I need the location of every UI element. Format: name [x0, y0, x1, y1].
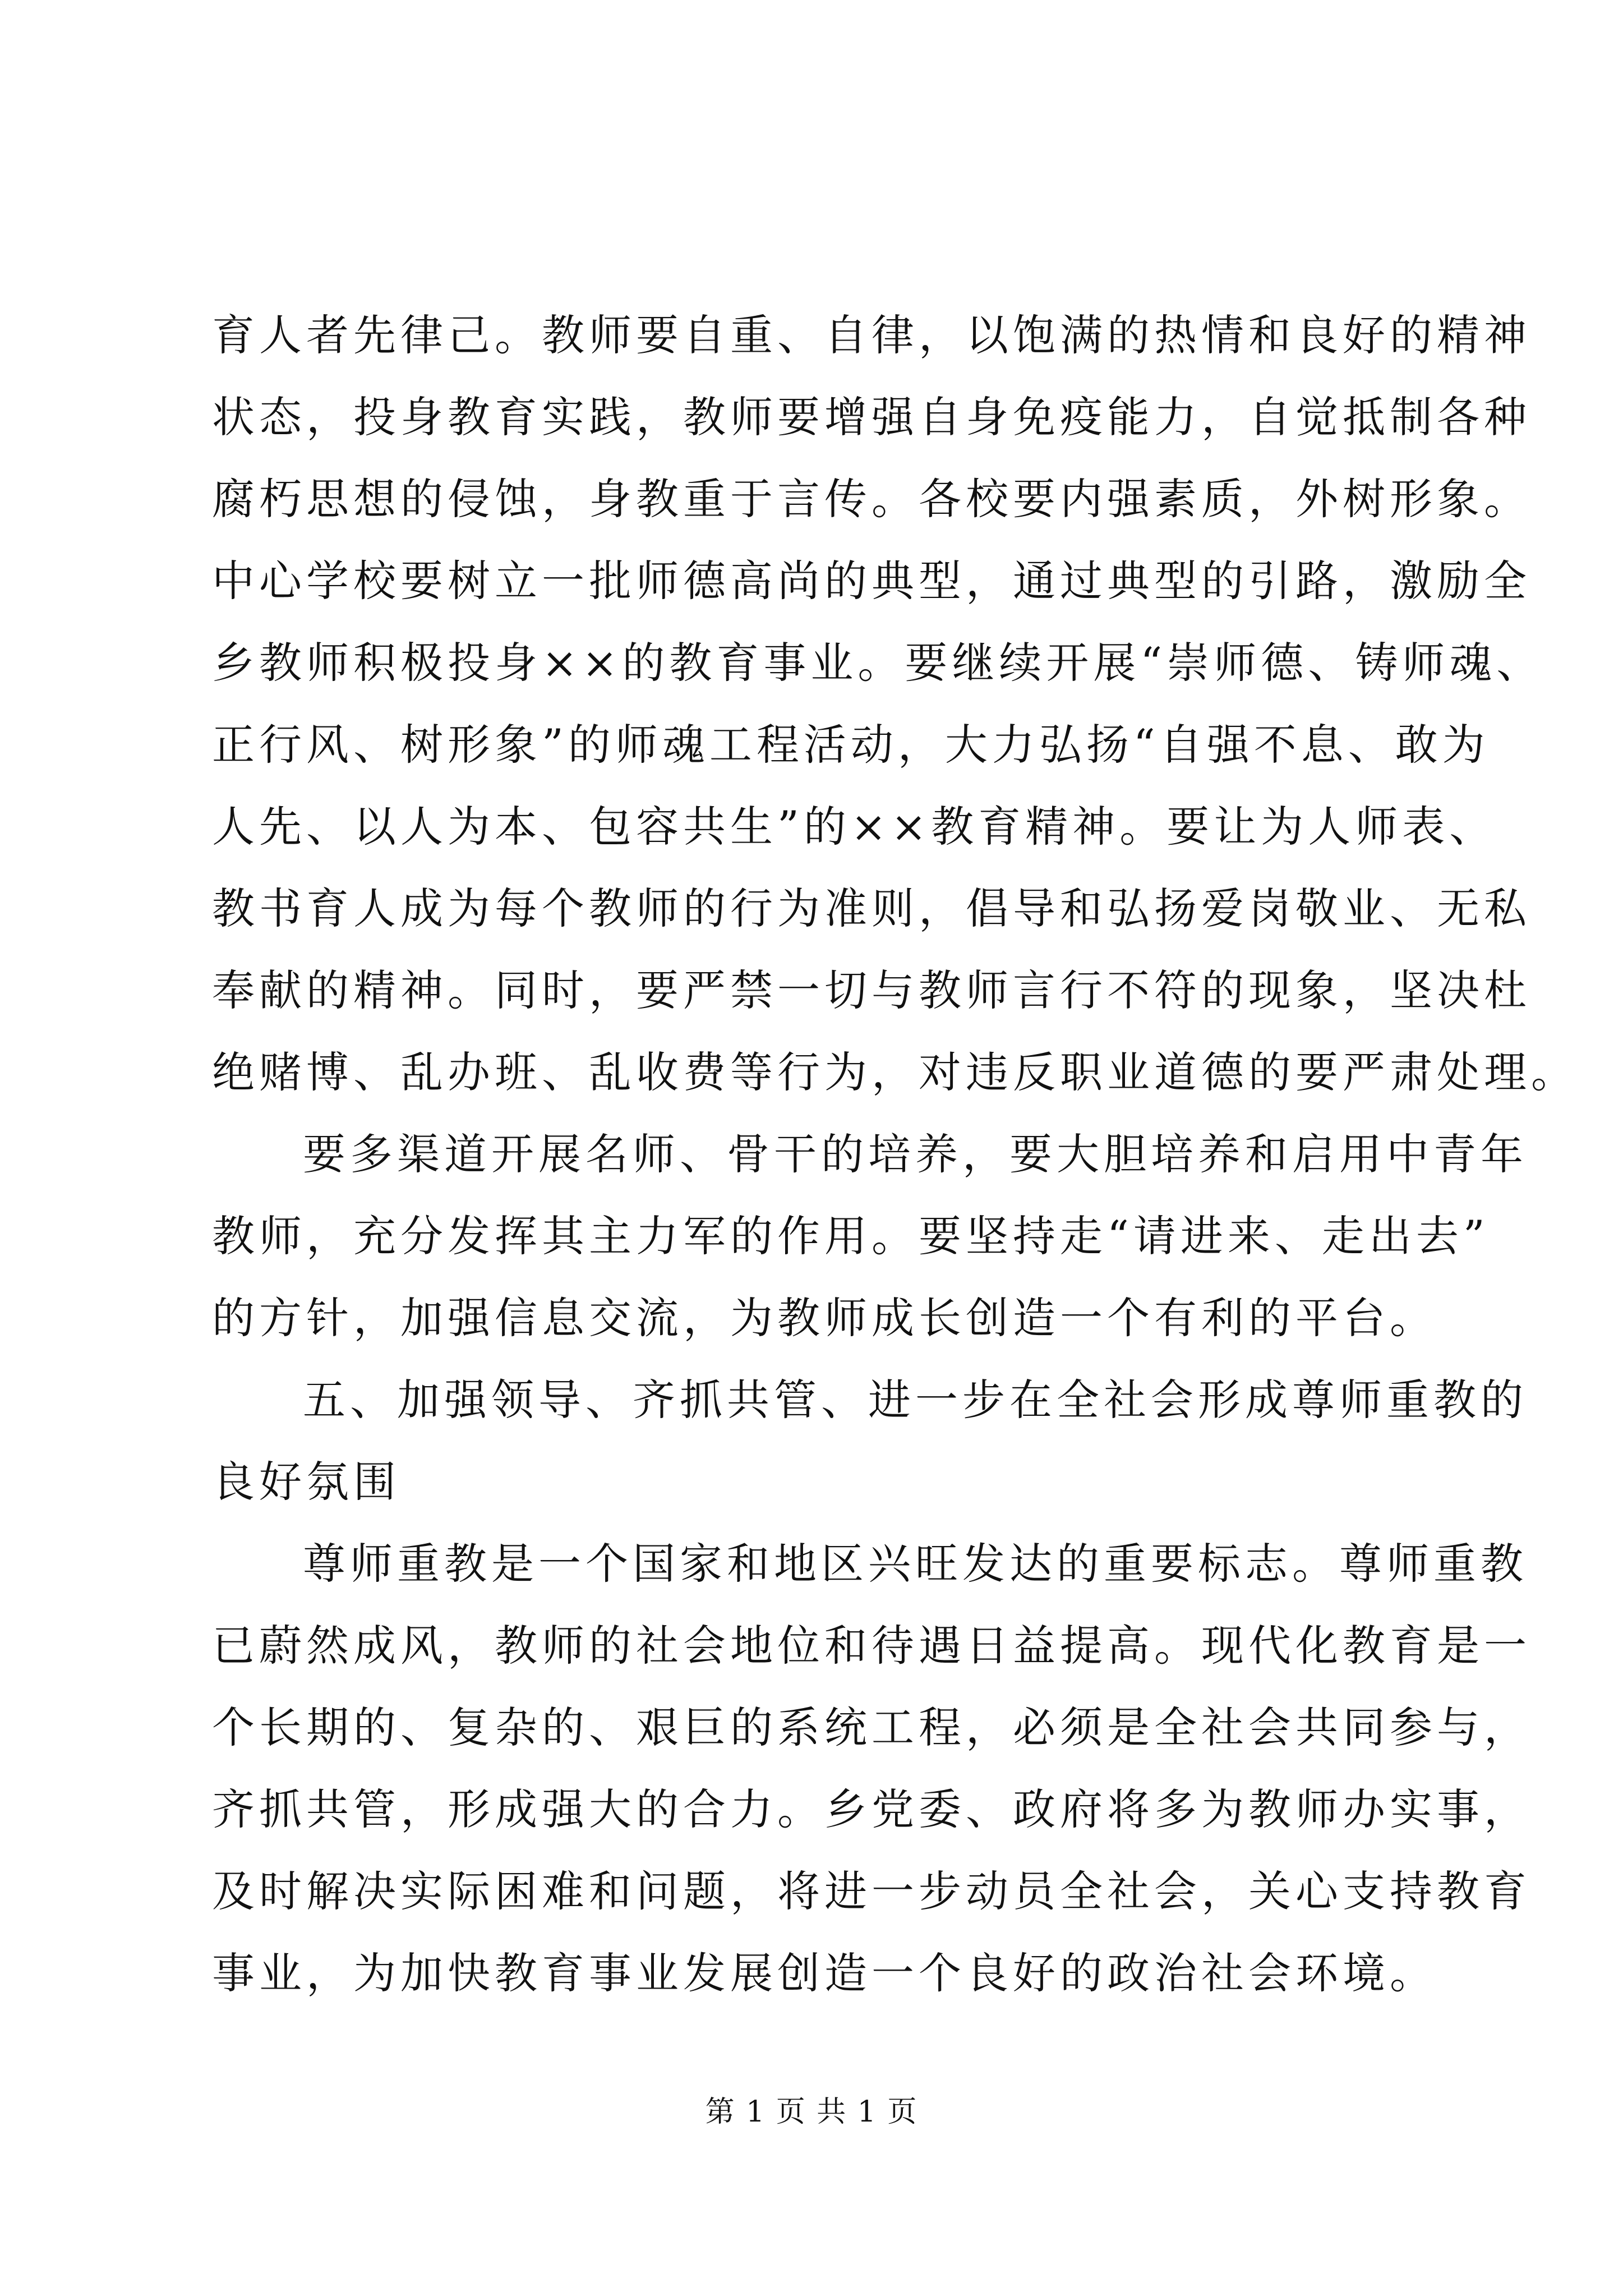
text-line: 尊师重教是一个国家和地区兴旺发达的重要标志。尊师重教 [303, 1539, 1528, 1589]
document-body [212, 295, 1578, 2014]
text-line: 个长期的、复杂的、艰巨的系统工程，必须是全社会共同参与， [212, 1703, 1531, 1752]
text-line: 奉献的精神。同时，要严禁一切与教师言行不符的现象，坚决杜 [212, 965, 1531, 1015]
text-line: 人先、以人为本、包容共生”的××教育精神。要让为人师表、 [212, 802, 1497, 852]
text-line: 教师，充分发挥其主力军的作用。要坚持走“请进来、走出去” [212, 1211, 1490, 1261]
text-line: 已蔚然成风，教师的社会地位和待遇日益提高。现代化教育是一 [212, 1621, 1531, 1671]
text-line: 教书育人成为每个教师的行为准则，倡导和弘扬爱岗敬业、无私 [212, 884, 1531, 933]
text-line: 正行风、树形象”的师魂工程活动，大力弘扬“自强不息、敢为 [212, 720, 1490, 770]
text-line: 及时解决实际困难和问题，将进一步动员全社会，关心支持教育 [212, 1866, 1531, 1916]
text-line: 状态，投身教育实践，教师要增强自身免疫能力，自觉抵制各种 [212, 392, 1531, 442]
page-footer: 第 1 页 共 1 页 [705, 2095, 918, 2129]
text-line: 齐抓共管，形成强大的合力。乡党委、政府将多为教师办实事， [212, 1784, 1531, 1834]
text-line: 乡教师积极投身××的教育事业。要继续开展“崇师德、铸师魂、 [212, 638, 1544, 688]
text-line: 要多渠道开展名师、骨干的培养，要大胆培养和启用中青年 [303, 1129, 1528, 1179]
text-line: 中心学校要树立一批师德高尚的典型，通过典型的引路，激励全 [212, 556, 1531, 606]
text-line: 腐朽思想的侵蚀，身教重于言传。各校要内强素质，外树形象。 [212, 474, 1531, 524]
text-line: 良好氛围 [212, 1457, 400, 1507]
text-line: 事业，为加快教育事业发展创造一个良好的政治社会环境。 [212, 1948, 1437, 1998]
text-line: 五、加强领导、齐抓共管、进一步在全社会形成尊师重教的 [303, 1375, 1528, 1425]
text-line: 的方针，加强信息交流，为教师成长创造一个有利的平台。 [212, 1293, 1437, 1343]
text-line: 绝赌博、乱办班、乱收费等行为，对违反职业道德的要严肃处理。 [212, 1047, 1578, 1097]
text-line: 育人者先律己。教师要自重、自律，以饱满的热情和良好的精神 [212, 310, 1531, 360]
